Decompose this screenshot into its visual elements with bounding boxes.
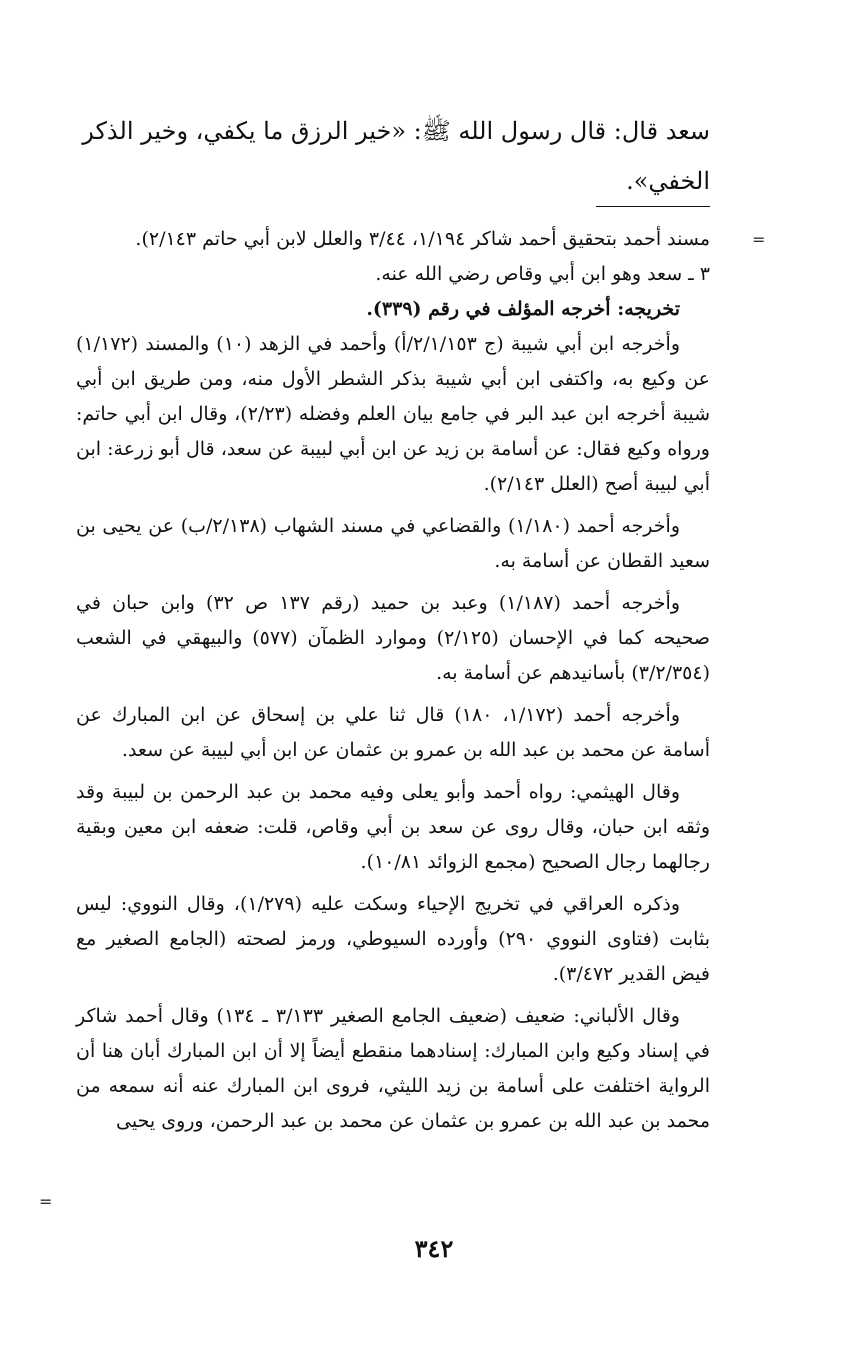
- footnotes: [76, 222, 710, 1139]
- footnote-heading: ٣ ـ سعد وهو ابن أبي وقاص رضي الله عنه.: [375, 263, 710, 285]
- main-text-line-2: الخفي».: [626, 167, 710, 195]
- footnote-paragraph: وأخرجه ابن أبي شيبة (ج ٢/١/١٥٣/أ) وأحمد في الزهد (١٠) والمسند (١/١٧٢) عن وكيع به، واكتفى ابن أبي شيبة بذكر الشطر الأول منه، ومن طريق ابن أبي شيبة أخرجه ابن عبد البر في جامع بيان العلم وفضله (٢/٢٣)، وقال ابن أبي حاتم: ورواه وكيع فقال: عن أسامة بن زيد عن ابن أبي لبيبة عن سعد، قال أبو زرعة: ابن أبي لبيبة أصح (العلل ٢/١٤٣).: [76, 333, 710, 495]
- page-number: ٣٤٢: [414, 1234, 454, 1263]
- footnote-takhrij: تخريجه: أخرجه المؤلف في رقم (٣٣٩).: [366, 298, 680, 320]
- footnote-paragraph: وذكره العراقي في تخريج الإحياء وسكت عليه (١/٢٧٩)، وقال النووي: ليس بثابت (فتاوى النووي ٢٩٠) وأورده السيوطي، ورمز لصحته (الجامع الصغير مع فيض القدير ٣/٤٧٢).: [76, 893, 710, 985]
- footnote-paragraph: وأخرجه أحمد (١/١٨٧) وعبد بن حميد (رقم ١٣٧ ص ٣٢) وابن حبان في صحيحه كما في الإحسان (٢/١٢٥) وموارد الظمآن (٥٧٧) والبيهقي في الشعب (٣/٢/٣٥٤) بأسانيدهم عن أسامة به.: [76, 592, 710, 684]
- footnote-paragraph: وقال الهيثمي: رواه أحمد وأبو يعلى وفيه محمد بن عبد الرحمن بن لبيبة وقد وثقه ابن حبان، وقال روى عن سعد بن أبي وقاص، قلت: ضعفه ابن معين وبقية رجالهما رجال الصحيح (مجمع الزوائد ١٠/٨١).: [76, 781, 710, 873]
- continuation-mark-bottom: =: [39, 1192, 53, 1211]
- main-text: [76, 106, 710, 206]
- footnote-paragraph: وأخرجه أحمد (١/١٧٢، ١٨٠) قال ثنا علي بن إسحاق عن ابن المبارك عن أسامة عن محمد بن عبد الله بن عمرو بن عثمان عن ابن أبي لبيبة عن سعد.: [76, 704, 710, 761]
- continuation-mark-top: =: [752, 230, 766, 249]
- footnote-paragraph: وقال الألباني: ضعيف (ضعيف الجامع الصغير ٣/١٣٣ ـ ١٣٤) وقال أحمد شاكر في إسناد وكيع وابن المبارك: إسنادهما منقطع أيضاً إلا أن ابن المبارك أبان هنا أن الرواية اختلفت على أسامة بن زيد الليثي، فروى ابن المبارك عنه أنه سمعه من محمد بن عبد الله بن عمرو بن عثمان عن محمد بن عبد الرحمن، وروى يحيى: [76, 1005, 710, 1132]
- footnote-continuation: مسند أحمد بتحقيق أحمد شاكر ١/١٩٤، ٣/٤٤ والعلل لابن أبي حاتم ٢/١٤٣).: [135, 228, 710, 250]
- footnote-separator: [596, 206, 710, 207]
- footnote-paragraph: وأخرجه أحمد (١/١٨٠) والقضاعي في مسند الشهاب (٢/١٣٨/ب) عن يحيى بن سعيد القطان عن أسامة به.: [76, 515, 710, 572]
- main-text-line-1: سعد قال: قال رسول الله ﷺ: «خير الرزق ما يكفي، وخير الذكر: [82, 117, 710, 145]
